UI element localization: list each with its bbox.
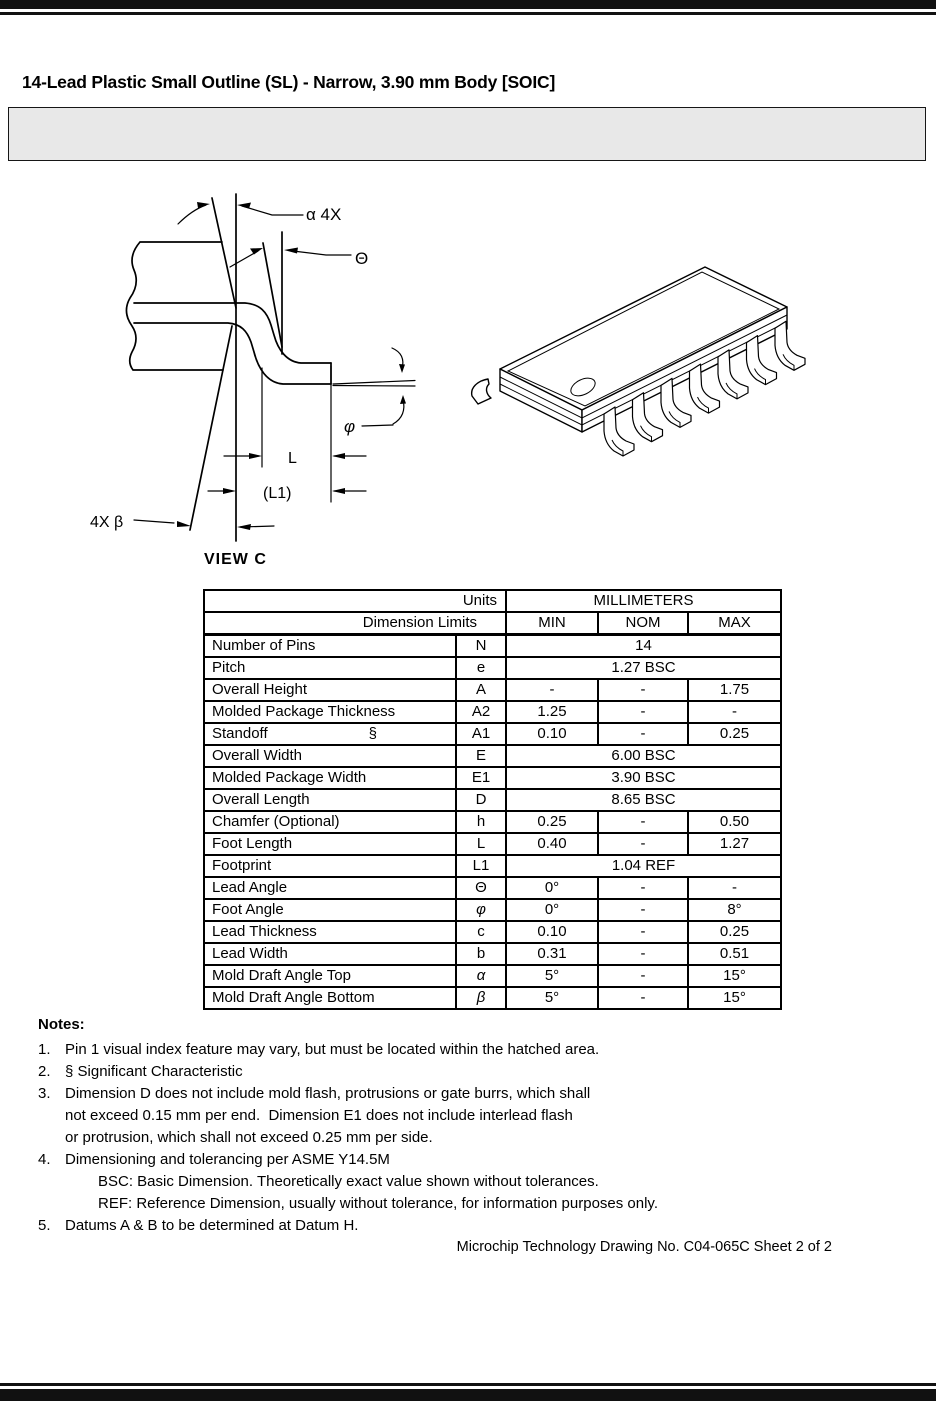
package-3d-drawing [450,220,870,520]
dim-max: 0.25 [688,723,781,745]
dim-name: Molded Package Width [204,767,456,789]
note-1: 1. Pin 1 visual index feature may vary, but must be located within the hatched area. [38,1041,600,1058]
note-placeholder-box [8,107,926,161]
table-row [204,833,781,855]
table-row [204,811,781,833]
page-title: 14-Lead Plastic Small Outline (SL) - Narrow, 3.90 mm Body [SOIC] [22,72,556,92]
dim-nom: - [598,679,688,701]
table-row [204,965,781,987]
dim-symbol: E [456,745,506,767]
dim-span-value: 8.65 BSC [506,789,781,811]
bottom-border-thick [0,1389,936,1401]
lead-bottom-surface [134,323,331,384]
dim-min: 1.25 [506,701,598,723]
arrowheads [177,202,406,530]
dim-min: 5° [506,987,598,1009]
dim-symbol: D [456,789,506,811]
table-header-units [204,590,781,612]
alpha-dim-label: α 4X [306,205,342,224]
significant-characteristic-mark: § [368,725,377,742]
table-row [204,657,781,679]
dim-name: Lead Width [204,943,456,965]
dim-nom: - [598,811,688,833]
table-row [204,767,781,789]
dim-max: 15° [688,987,781,1009]
table-row [204,745,781,767]
table-row [204,723,781,745]
phi-dim-label: φ [344,417,356,436]
dim-span-value: 6.00 BSC [506,745,781,767]
top-border-thick [0,0,936,9]
dim-name: Standoff § [204,723,456,745]
note-5: 5. Datums A & B to be determined at Datum H. [38,1217,359,1234]
l1-dim-label: (L1) [263,485,292,502]
col-min: MIN [506,612,598,635]
dim-name: Overall Width [204,745,456,767]
note-3: 3. Dimension D does not include mold flash, protrusions or gate burrs, which shall not exceed 0.15 mm per end. Dimension E1 does not include interlead flash or protrusion, which shall not exceed 0.25 mm per side. [38,1085,591,1146]
dim-min: 0.10 [506,723,598,745]
dim-symbol: β [456,987,506,1009]
dim-name: Overall Length [204,789,456,811]
dim-max: - [688,701,781,723]
view-c-label: VIEW C [204,551,267,568]
l-dim-label: L [288,450,297,467]
table-row [204,855,781,877]
dim-min: 0° [506,877,598,899]
alpha-draft-line [212,198,236,308]
dim-nom: - [598,921,688,943]
dim-symbol: c [456,921,506,943]
dim-symbol: N [456,635,506,658]
dim-symbol: e [456,657,506,679]
lead-top-surface [134,303,331,363]
dim-symbol: h [456,811,506,833]
dim-symbol: A [456,679,506,701]
dim-min: 0.10 [506,921,598,943]
notes-section [38,1014,878,1237]
dim-max: 8° [688,899,781,921]
dim-nom: - [598,899,688,921]
notes-heading: Notes: [38,1016,85,1033]
table-row [204,921,781,943]
dim-nom: - [598,965,688,987]
body-outline [126,242,223,370]
dim-nom: - [598,987,688,1009]
dim-nom: - [598,833,688,855]
dim-name: Mold Draft Angle Bottom [204,987,456,1009]
col-max: MAX [688,612,781,635]
dim-span-value: 1.27 BSC [506,657,781,679]
dim-name: Lead Thickness [204,921,456,943]
dim-symbol: α [456,965,506,987]
view-c-drawing [60,180,460,580]
dim-min: 0.31 [506,943,598,965]
table-row [204,789,781,811]
top-border-thin [0,12,936,15]
dim-min: - [506,679,598,701]
back-lead [472,379,491,404]
dim-nom: - [598,943,688,965]
note-2: 2. § Significant Characteristic [38,1063,243,1080]
units-value: MILLIMETERS [506,590,781,612]
drawing-number-footer: Microchip Technology Drawing No. C04-065C Sheet 2 of 2 [456,1239,832,1255]
dim-symbol: Θ [456,877,506,899]
dimension-limits-label: Dimension Limits [204,612,506,635]
phi-leader [362,425,393,426]
dim-symbol: φ [456,899,506,921]
seating-plane-line [333,386,415,387]
dimension-table [203,589,782,1010]
dim-name: Mold Draft Angle Top [204,965,456,987]
note-4: 4. Dimensioning and tolerancing per ASME Y14.5M BSC: Basic Dimension. Theoretically exact value shown without tolerances. REF: Reference Dimension, usually without tolerance, for information purposes only. [38,1149,878,1215]
table-row [204,899,781,921]
dim-max: 1.27 [688,833,781,855]
note-4-bsc: BSC: Basic Dimension. Theoretically exact value shown without tolerances. [98,1173,599,1190]
beta-dim-label: 4X β [90,514,124,531]
beta-draft-line [190,326,232,530]
dim-name: Chamfer (Optional) [204,811,456,833]
dim-max: - [688,877,781,899]
dim-max: 0.51 [688,943,781,965]
dim-name: Molded Package Thickness [204,701,456,723]
dim-symbol: L [456,833,506,855]
dim-nom: - [598,877,688,899]
dim-name: Foot Length [204,833,456,855]
dim-name: Overall Height [204,679,456,701]
dim-symbol: A2 [456,701,506,723]
col-nom: NOM [598,612,688,635]
table-row [204,635,781,658]
dim-nom: - [598,723,688,745]
table-row [204,943,781,965]
table-row [204,701,781,723]
dim-symbol: b [456,943,506,965]
dim-min: 0° [506,899,598,921]
dim-name: Footprint [204,855,456,877]
table-row [204,877,781,899]
alpha-leader [242,206,303,215]
dim-name: Number of Pins [204,635,456,658]
dim-name: Foot Angle [204,899,456,921]
table-row [204,679,781,701]
dim-span-value: 3.90 BSC [506,767,781,789]
table-header-limits [204,612,781,635]
bottom-border-thin [0,1383,936,1386]
dim-name: Pitch [204,657,456,679]
foot-angle-line [333,381,415,385]
dim-symbol: E1 [456,767,506,789]
dim-span-value: 14 [506,635,781,658]
dim-symbol: L1 [456,855,506,877]
note-4-ref: REF: Reference Dimension, usually without tolerance, for information purposes only. [98,1195,658,1212]
dim-name: Lead Angle [204,877,456,899]
theta-dim-label: Θ [355,249,369,268]
dim-min: 5° [506,965,598,987]
dim-symbol: A1 [456,723,506,745]
dim-min: 0.25 [506,811,598,833]
theta-leader [293,251,351,255]
dim-max: 0.25 [688,921,781,943]
dim-span-value: 1.04 REF [506,855,781,877]
alpha-arc [178,205,206,224]
units-label: Units [204,590,506,612]
dim-nom: - [598,701,688,723]
table-row [204,987,781,1009]
dim-max: 0.50 [688,811,781,833]
beta-leader [134,520,174,523]
dim-max: 1.75 [688,679,781,701]
dim-max: 15° [688,965,781,987]
dim-min: 0.40 [506,833,598,855]
